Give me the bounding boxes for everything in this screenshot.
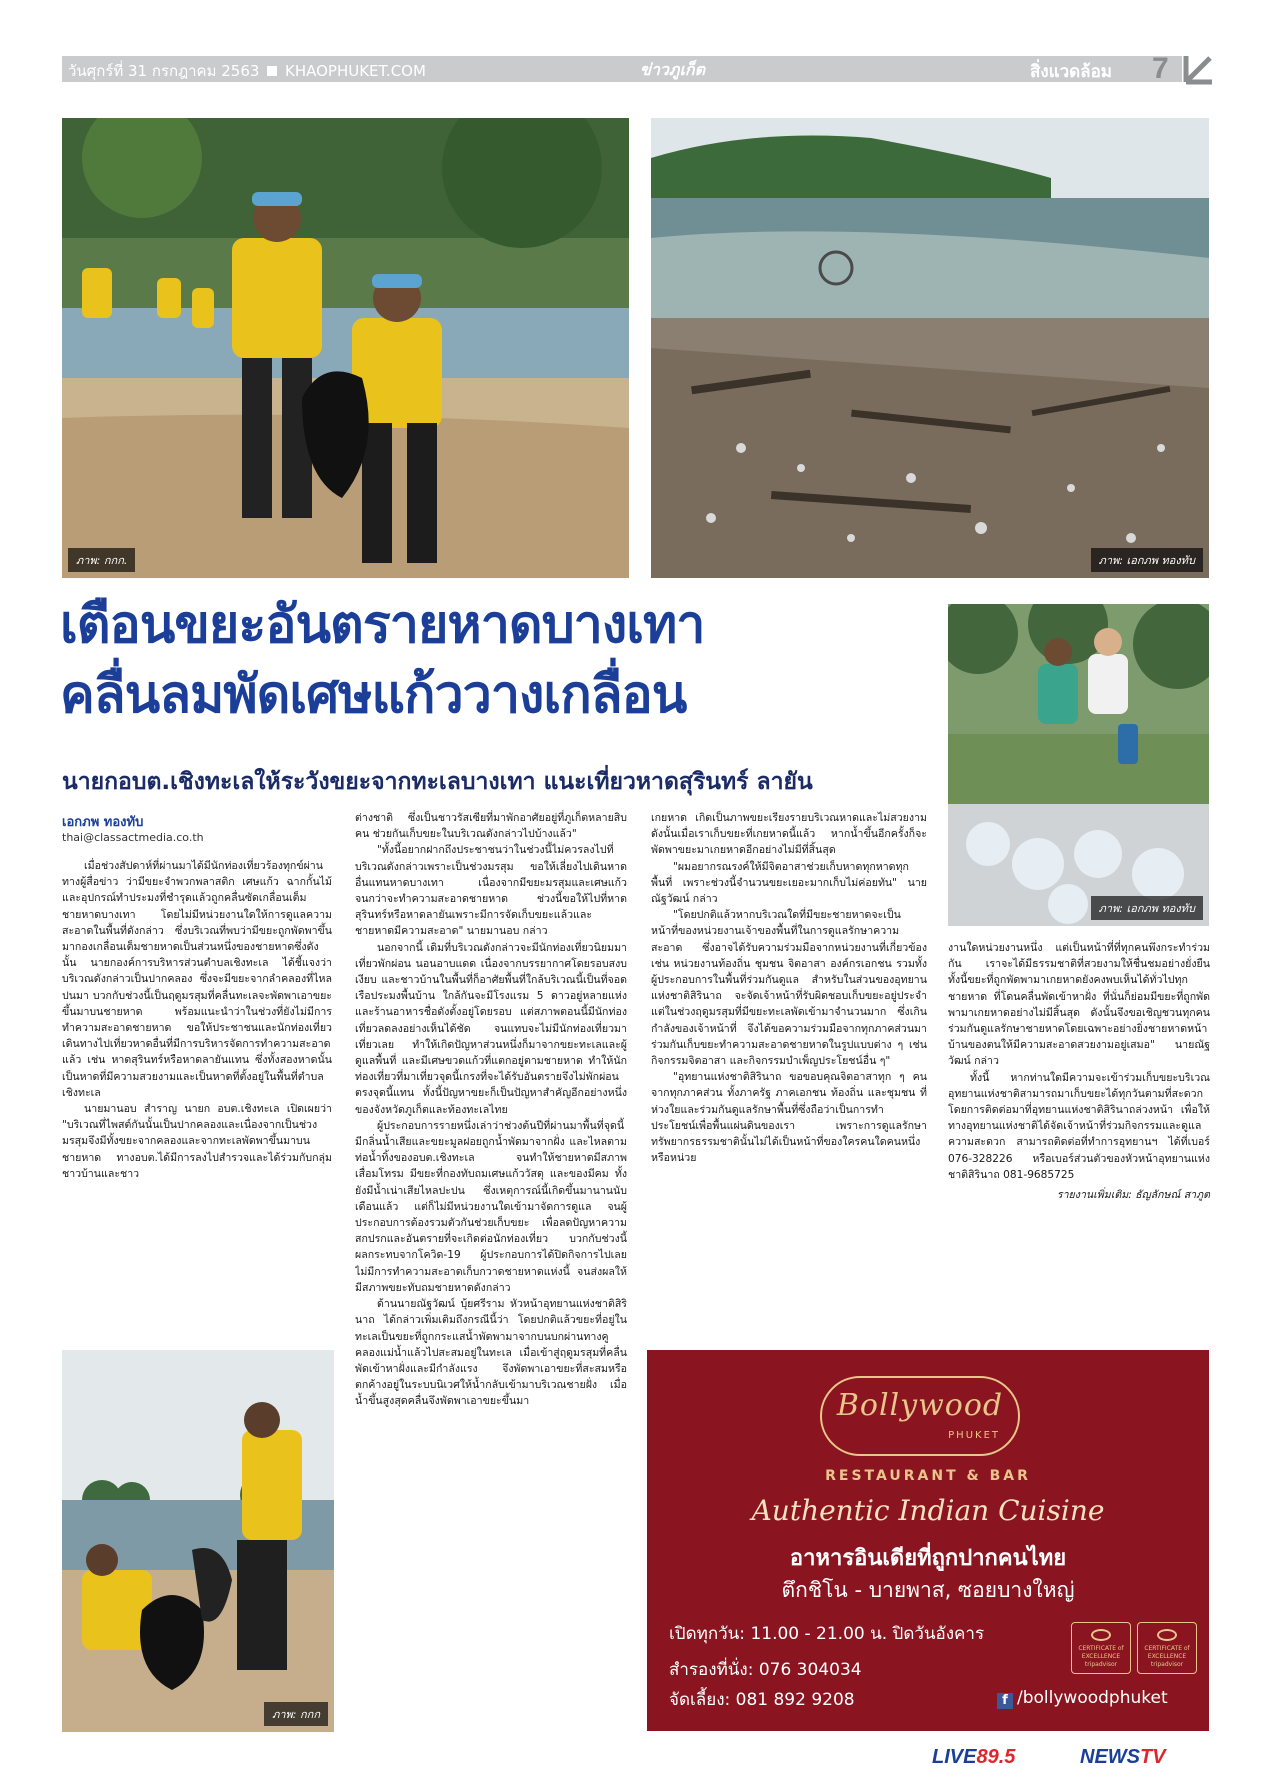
page-header-bar xyxy=(62,56,1212,82)
page-number: 7 xyxy=(1152,52,1169,85)
ad-brand: Bollywood xyxy=(836,1388,1004,1423)
article-author: เอกภพ ทองทับ xyxy=(62,815,144,830)
ad-catering-phone[interactable]: จัดเลี้ยง: 081 892 9208 xyxy=(669,1690,855,1710)
ad-brand-sub: PHUKET xyxy=(948,1430,1000,1441)
author-email[interactable]: thai@classactmedia.co.th xyxy=(62,831,204,844)
article-paragraph: เมื่อช่วงสัปดาห์ที่ผ่านมาได้มีนักท่องเที่ยวร้องทุกข์ผ่านทางผู้สื่อข่าว ว่ามีขยะจำพวกพลาสติก เศษแก้ว ฉากกั้นไม้ และอุปกรณ์ทำประมงที่ชำรุดแล้วถูกคลื่นซัดเกลื่อนเต็มชายหาดบางเทา โดยไม่มีหน่วยงานใดให้การดูแลความสะอาดในพื้นที่ดังกล่าว ซึ่งบริเวณที่พบว่ามีขยะถูกพัดพาขึ้นมากองเกลื่อนเต็มชายหาดเป็นส่วนหนึ่งของชายหาดซึ่งดังนั้น นายกองค์การบริหารส่วนตำบลเชิงทะเล ได้ชี้แจงว่าบริเวณดังกล่าวเป็นปากคลอง ซึ่งจะมีขยะจากลำคลองที่ไหลปนมา บวกกับช่วงนี้เป็นฤดูมรสุมที่คลื่นทะเลจะพัดพาเอาขยะขึ้นมาบนชายหาด พร้อมแนะนำว่าในช่วงที่ยังไม่มีการทำความสะอาดชายหาด ขอให้ประชาชนและนักท่องเที่ยวเดินทางไปเที่ยวหาดอื่นที่มีการบริหารจัดการทำความสะอาดแล้ว เช่น หาดสุรินทร์หรือหาดลายันแทน ซึ่งทั้งสองหาดนั้นเป็นหาดที่มีความสวยงามและเป็นหาดที่ตั้งอยู่ในพื้นที่ตำบลเชิงทะเล xyxy=(62,860,332,1099)
live-text: LIVE xyxy=(932,1746,977,1768)
news-text: NEWS xyxy=(1080,1746,1140,1768)
restaurant-advertisement[interactable] xyxy=(647,1350,1209,1731)
bollywood-logo xyxy=(820,1376,1020,1456)
photo-credit: ภาพ: กกก. xyxy=(68,548,135,572)
article-column-1 xyxy=(62,858,332,1340)
section-name: สิ่งแวดล้อม xyxy=(1029,62,1112,82)
article-subheadline: นายกอบต.เชิงทะเลให้ระวังขยะจากทะเลบางเทา แนะเที่ยวหาดสุรินทร์ ลายัน xyxy=(62,769,813,795)
badge-text: CERTIFICATE of EXCELLENCE tripadvisor xyxy=(1078,1645,1124,1668)
ad-script-title: Authentic Indian Cuisine xyxy=(751,1494,1105,1527)
ad-thai-headline: อาหารอินเดียที่ถูกปากคนไทย xyxy=(789,1546,1067,1571)
corner-arrow-icon xyxy=(1182,52,1216,86)
headline-line-1: เตือนขยะอันตรายหาดบางเทา xyxy=(60,595,705,655)
live-frequency: 89.5 xyxy=(976,1746,1016,1768)
footer-logos xyxy=(930,1744,1210,1774)
headline-line-2: คลื่นลมพัดเศษแก้ววางเกลื่อน xyxy=(60,665,687,725)
tv-text: TV xyxy=(1140,1746,1166,1768)
header-dateline xyxy=(68,59,426,83)
article-column-2 xyxy=(355,810,627,1740)
article-paragraph: นอกจากนี้ เดิมที่บริเวณดังกล่าวจะมีนักท่องเที่ยวนิยมมาเที่ยวพักผ่อน นอนอาบแดด เนื่องจากบรรยากาศโดยรอบสงบเงียบ และชาวบ้านในพื้นที่ก็อาศัยพื้นที่ใกล้บริเวณนี้เป็นที่จอดเรือประมงพื้นบ้าน ใกล้กันจะมีโรงแรม 5 ดาวอยู่หลายแห่งและร้านอาหารชื่อดังตั้งอยู่โดยรอบ แต่สภาพตอนนี้มีนักท่องเที่ยวลดลงอย่างเห็นได้ชัด จนแทบจะไม่มีนักท่องเที่ยวมาเที่ยวเลย ทำให้เกิดปัญหาส่วนหนึ่งก็มาจากขยะทะเลและผู้ดูแลพื้นที่ และมีเศษขวดแก้วที่แตกอยู่ตามชายหาด ทำให้นักท่องเที่ยวที่มาเที่ยวจุดนี้เกรงที่จะได้รับอันตรายจึงไม่พักผ่อนตรงจุดนี้แทน ทั้งนี้ปัญหาขยะก็เป็นปัญหาสำคัญอีกอย่างหนึ่งของจังหวัดภูเก็ตและท้องทะเลไทย xyxy=(355,941,627,1116)
article-paragraph: ผู้ประกอบการรายหนึ่งเล่าว่าช่วงต้นปีที่ผ่านมาพื้นที่จุดนี้มีกลิ่นน้ำเสียและขยะมูลฝอยถูกน้ำพัดมาจากฝั่ง และไหลตามท่อน้ำทิ้งของอบต.เชิงทะเล จนทำให้ชายหาดมีสภาพเสื่อมโทรม มีขยะที่กองทับถมเศษแก้ววัสดุ และของมีคม ทั้งยังมีน้ำเน่าเสียไหลปะปน ซึ่งเหตุการณ์นี้เกิดขึ้นมานานนับเดือนแล้ว แต่ก็ไม่มีหน่วยงานใดเข้ามาจัดการดูแล จนผู้ประกอบการต้องรวมตัวกันช่วยเก็บขยะ เพื่อลดปัญหาความสกปรกและอันตรายที่จะเกิดต่อนักท่องเที่ยว บวกกับช่วงนี้ผลกระทบจากโควิด-19 ผู้ประกอบการได้ปิดกิจการไปเลยไม่มีการทำความสะอาดเก็บกวาดชายหาดแห่งนี้ จนส่งผลให้มีสภาพขยะทับถมชายหาดดังกล่าว xyxy=(355,1119,627,1294)
article-paragraph: ต่างชาติ ซึ่งเป็นชาวรัสเซียที่มาพักอาศัยอยู่ที่ภูเก็ตหลายสิบคน ช่วยกันเก็บขยะในบริเวณดังกล่าวไปบ้างแล้ว" xyxy=(355,812,627,841)
article-paragraph: นายมานอบ สำราญ นายก อบต.เชิงทะเล เปิดเผยว่า "บริเวณที่ไพสต์กันนั้นเป็นปากคลองและเนื่องจากเป็นช่วงมรสุมจึงมีทั้งขยะจากคลองและจากทะเลพัดพาขึ้นมาบนชายหาด ทางอบต.ได้มีการลงไปสำรวจและได้ร่วมกับกลุ่มชาวบ้านและชาว xyxy=(62,1103,332,1180)
article-column-4 xyxy=(948,940,1210,1340)
news-tv-logo xyxy=(1080,1746,1166,1769)
article-paragraph: "อุทยานแห่งชาติสิรินาถ ขอขอบคุณจิตอาสาทุก ๆ คน จากทุกภาคส่วน ทั้งภาครัฐ ภาคเอกชน ท้องถิ่น และชุมชน ที่ห่วงใยและร่วมกันดูแลรักษาพื้นที่ซึ่งถือว่าเป็นการทำประโยชน์เพื่อพื้นแผ่นดินของเรา เพราะการดูแลรักษาทรัพยากรธรรมชาตินั้นไม่ได้เป็นหน้าที่ของใครคนใดคนหนึ่ง หรือหน่วย xyxy=(651,1071,927,1165)
ad-facebook-handle: /bollywoodphuket xyxy=(1017,1688,1168,1708)
photo-credit: ภาพ: กกก xyxy=(264,1702,328,1726)
photo-volunteers xyxy=(948,604,1209,926)
owl-icon xyxy=(1091,1629,1111,1641)
header-date: วันศุกร์ที่ 31 กรกฎาคม 2563 xyxy=(68,62,260,80)
article-headline xyxy=(60,590,930,730)
article-paragraph: "โดยปกติแล้วหากบริเวณใดที่มีขยะชายหาดจะเป็นหน้าที่ของหน่วยงานเจ้าของพื้นที่ในการดูแลรักษาความสะอาด ซึ่งอาจได้รับความร่วมมือจากหน่วยงานที่เกี่ยวข้อง เช่น หน่วยงานท้องถิ่น ชุมชน จิตอาสา องค์กรเอกชน รวมทั้งผู้ประกอบการในพื้นที่ร่วมกันดูแล สำหรับในส่วนของอุทยานแห่งชาติสิรินาถ จะจัดเจ้าหน้าที่รับผิดชอบเก็บขยะอยู่ประจำ แต่ในช่วงฤดูมรสุมที่มีขยะทะเลพัดเข้ามาจำนวนมาก ซึ่งเกินกำลังของเจ้าหน้าที่ จึงได้ขอความร่วมมือจากทุกภาคส่วนมาร่วมกันเก็บขยะทำความสะอาดชายหาดในรูปแบบต่าง ๆ เช่น กิจกรรมจิตอาสา และกิจกรรมบำเพ็ญประโยชน์อื่น ๆ" xyxy=(651,909,927,1068)
tripadvisor-badge xyxy=(1137,1622,1197,1674)
ad-tagline: RESTAURANT & BAR xyxy=(825,1468,1031,1484)
badge-text: CERTIFICATE of EXCELLENCE tripadvisor xyxy=(1144,1645,1190,1668)
article-paragraph: "ทั้งนี้อยากฝากถึงประชาชนว่าในช่วงนี้ไม่ควรลงไปที่บริเวณดังกล่าวเพราะเป็นช่วงมรสุม ขอให้เลี่ยงไปเดินหาดอื่นแทนหาดบางเทา เนื่องจากมีขยะมรสุมและเศษแก้ว จนกว่าจะทำความสะอาดชายหาด ช่วงนี้ขอให้ไปที่หาดสุรินทร์หรือหาดลายันเพราะมีการจัดเก็บขยะแล้วและชายหาดมีความสะอาด" นายมานอบ กล่าว xyxy=(355,844,627,938)
photo-officials-cleanup xyxy=(62,118,629,578)
header-site: KHAOPHUKET.COM xyxy=(285,62,426,80)
article-column-3 xyxy=(651,810,927,1338)
owl-icon xyxy=(1157,1629,1177,1641)
facebook-icon: f xyxy=(997,1693,1013,1709)
photo-credit: ภาพ: เอกภพ ทองทับ xyxy=(1091,896,1203,920)
article-paragraph: ทั้งนี้ หากท่านใดมีความจะเข้าร่วมเก็บขยะบริเวณอุทยานแห่งชาติสามารถมาเก็บขยะได้ทุกวันตามที่สะดวก โดยการติดต่อมาที่อุทยานแห่งชาติสิรินาถล่วงหน้า เพื่อให้ทางอุทยานแห่งชาติได้จัดเจ้าหน้าที่ร่วมกิจกรรมและดูแลความสะดวก สามารถติดต่อที่ทำการอุทยานฯ ได้ที่เบอร์ 076-328226 หรือเบอร์ส่วนตัวของหัวหน้าอุทยานแห่งชาติสิรินาถ 081-9685725 xyxy=(948,1071,1210,1181)
photo-cleanup-beach xyxy=(62,1350,334,1732)
ad-reservation-phone[interactable]: สำรองที่นั่ง: 076 304034 xyxy=(669,1660,862,1680)
tripadvisor-badge xyxy=(1071,1622,1131,1674)
separator-square-icon xyxy=(267,66,277,76)
article-paragraph: ด้านนายณัฐวัฒน์ บุ้ยศรีราม หัวหน้าอุทยานแห่งชาติสิรินาถ ได้กล่าวเพิ่มเติมถึงกรณีนี้ว่า โดยปกติแล้วขยะที่อยู่ในทะเลเป็นขยะที่ถูกกระแสน้ำพัดพามาจากบนบกผ่านทางคูคลองแม่น้ำแล้วไปสะสมอยู่ในทะเล เมื่อเข้าสู่ฤดูมรสุมที่คลื่นพัดเข้าหาฝั่งและมีกำลังแรง จึงพัดพาเอาขยะที่สะสมหรือตกค้างอยู่ในระบบนิเวศให้น้ำกลับเข้ามาบริเวณชายฝั่ง เมื่อน้ำขึ้นสูงสุดคลื่นจึงพัดพาเอาขยะขึ้นมา xyxy=(355,1298,627,1408)
ad-hours: เปิดทุกวัน: 11.00 - 21.00 น. ปิดวันอังคาร xyxy=(669,1624,985,1644)
ad-address: ตึกชิโน - บายพาส, ซอยบางใหญ่ xyxy=(781,1578,1075,1602)
newspaper-logo: ข่าวภูเก็ต xyxy=(640,60,705,79)
article-paragraph: เกยหาด เกิดเป็นภาพขยะเรียงรายบริเวณหาดและไม่สวยงาม ดังนั้นเมื่อเราเก็บขยะที่เกยหาดนี้แล้ว หากน้ำขึ้นอีกครั้งก็จะพัดพาขยะมาเกยหาดอีกอย่างไม่มีที่สิ้นสุด xyxy=(651,812,927,857)
live-radio-logo xyxy=(932,1746,1015,1769)
report-credit: รายงานเพิ่มเติม: ธัญลักษณ์ สาภูต xyxy=(1056,1189,1210,1202)
photo-trash-beach xyxy=(651,118,1209,578)
article-paragraph: งานใดหน่วยงานหนึ่ง แต่เป็นหน้าที่ที่ทุกคนพึงกระทำร่วมกัน เราจะได้มีธรรมชาติที่สวยงามให้ชื่นชมอย่างยั่งยืน ทั้งนี้ขยะที่ถูกพัดพามาเกยหาดยังคงพบเห็นได้ทั่วไปทุกชายหาด ที่โดนคลื่นพัดเข้าหาฝั่ง ที่นั่นก็ย่อมมีขยะที่ถูกพัดพามาเกยหาดอย่างไม่มีสิ้นสุด ดังนั้นจึงขอเชิญชวนทุกคนร่วมกันดูแลรักษาชายหาดโดยเฉพาะอย่างยิ่งชายหาดหน้าบ้านของตนให้มีความสะอาดสวยงามอยู่เสมอ" นายณัฐวัฒน์ กล่าว xyxy=(948,942,1210,1068)
photo-credit: ภาพ: เอกภพ ทองทับ xyxy=(1091,548,1203,572)
ad-facebook-link[interactable] xyxy=(997,1688,1168,1709)
article-paragraph: "ผมอยากรณรงค์ให้มีจิตอาสาช่วยเก็บหาดทุกหาดทุกพื้นที่ เพราะช่วงนี้จำนวนขยะเยอะมากเก็บไม่ค่อยทัน" นายณัฐวัฒน์ กล่าว xyxy=(651,860,927,906)
